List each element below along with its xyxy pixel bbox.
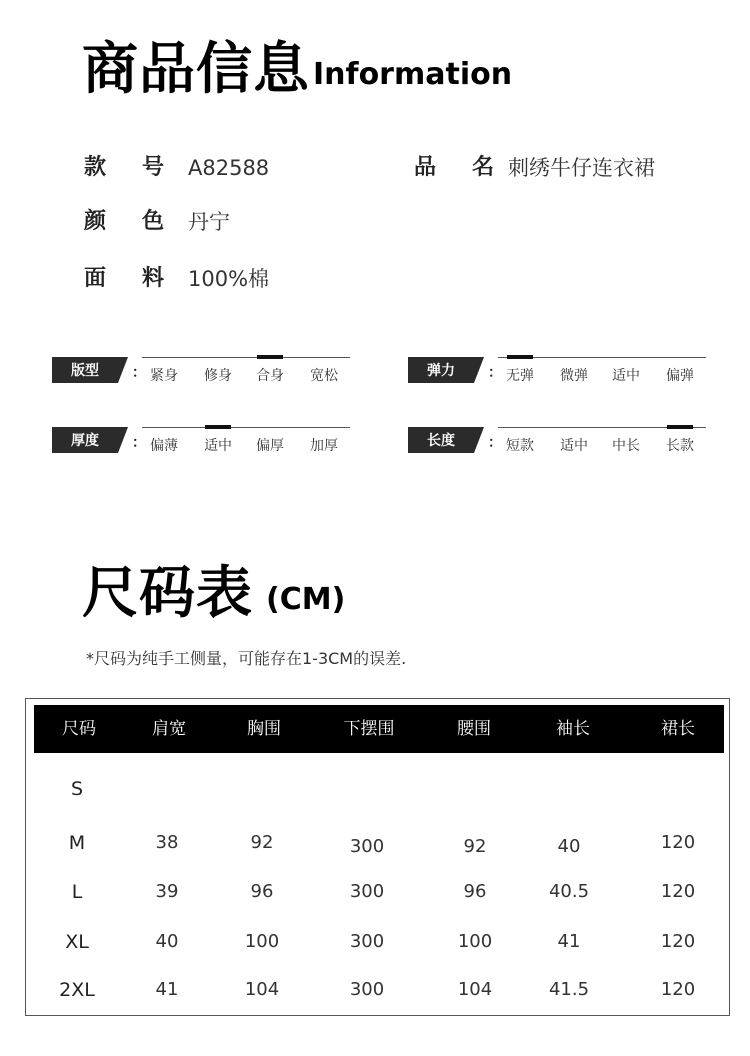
attr-length (408, 427, 708, 467)
header-cell: 肩宽 (152, 719, 186, 739)
attr-tag: 版型 (52, 357, 118, 383)
attr-tag: 厚度 (52, 427, 118, 453)
table-cell: 300 (349, 979, 385, 1000)
color-value: 丹宁 (188, 210, 230, 234)
table-cell: 41 (557, 931, 581, 952)
table-cell: M (68, 832, 86, 854)
attr-option: 偏弹 (666, 368, 694, 384)
table-cell (628, 769, 728, 809)
table-cell: 120 (660, 931, 696, 952)
info-title: 商品信息 (82, 37, 310, 102)
table-cell: S (70, 778, 84, 800)
table-cell: 39 (155, 881, 179, 902)
table-cell: 41 (155, 979, 179, 1000)
style-number-label (84, 157, 164, 179)
measurement-note: *尺码为纯手工侧量，可能存在1-3CM的误差. (86, 649, 407, 668)
header-cell: 腰围 (457, 719, 491, 739)
label-char: 品 (414, 155, 437, 180)
table-header (34, 705, 724, 753)
selected-marker (667, 425, 693, 429)
attr-option: 加厚 (310, 438, 338, 454)
header-cell: 下摆围 (343, 719, 395, 739)
table-cell: 92 (463, 836, 487, 857)
header-cell: 胸围 (247, 719, 281, 739)
selected-marker (257, 355, 283, 359)
attr-tag: 长度 (408, 427, 474, 453)
table-cell (212, 769, 312, 809)
table-row (34, 823, 724, 863)
fabric-value: 100%棉 (188, 267, 270, 291)
table-cell (519, 769, 619, 809)
table-row (34, 769, 724, 809)
table-cell: 104 (457, 979, 493, 1000)
table-cell: L (71, 881, 83, 903)
attr-option: 偏薄 (150, 438, 178, 454)
attr-tag: 弹力 (408, 357, 474, 383)
attr-option: 适中 (560, 438, 588, 454)
attr-fit (52, 357, 352, 397)
header-cell: 袖长 (556, 719, 590, 739)
attr-option: 中长 (612, 438, 640, 454)
attr-option: 适中 (612, 368, 640, 384)
table-cell: 2XL (59, 979, 95, 1001)
info-title-en: Information (313, 57, 513, 92)
label-char: 款 (84, 155, 107, 180)
table-cell: 100 (244, 931, 280, 952)
product-name-label (414, 157, 494, 179)
header-cell: 尺码 (62, 719, 96, 739)
table-cell: 300 (349, 881, 385, 902)
table-cell: 120 (660, 881, 696, 902)
label-char: 名 (471, 155, 494, 180)
attr-option: 合身 (244, 365, 296, 385)
attr-option: 紧身 (150, 368, 178, 384)
attr-option: 微弹 (560, 368, 588, 384)
table-cell: 38 (155, 832, 179, 853)
label-char: 颜 (84, 209, 107, 234)
table-cell: 40 (557, 836, 581, 857)
fabric-label (84, 268, 164, 290)
table-cell (317, 769, 417, 809)
table-cell: XL (65, 931, 89, 953)
table-cell: 92 (250, 832, 274, 853)
attr-option: 适中 (192, 435, 244, 455)
product-name-value: 刺绣牛仔连衣裙 (508, 156, 655, 180)
attr-colon: ： (488, 365, 502, 381)
table-cell: 96 (250, 881, 274, 902)
size-table (25, 698, 730, 1016)
attr-option: 短款 (506, 438, 534, 454)
table-row (34, 970, 724, 1010)
attr-thickness (52, 427, 352, 467)
attr-colon: ： (488, 435, 502, 451)
attr-colon: ： (132, 435, 146, 451)
attr-option: 无弹 (494, 365, 546, 385)
table-cell (425, 769, 525, 809)
table-cell: 96 (463, 881, 487, 902)
selected-marker (205, 425, 231, 429)
table-cell: 120 (660, 979, 696, 1000)
table-cell: 40.5 (548, 881, 590, 902)
size-title-unit: (CM) (266, 582, 346, 617)
attr-line (142, 427, 350, 428)
table-cell: 100 (457, 931, 493, 952)
table-cell: 300 (349, 836, 385, 857)
attr-option: 偏厚 (256, 438, 284, 454)
attr-option: 修身 (204, 368, 232, 384)
table-cell: 41.5 (548, 979, 590, 1000)
selected-marker (507, 355, 533, 359)
attr-line (142, 357, 350, 358)
table-cell (117, 769, 217, 809)
size-title: 尺码表 (82, 561, 253, 626)
attr-stretch (408, 357, 708, 397)
table-cell: 40 (155, 931, 179, 952)
table-row (34, 922, 724, 962)
style-number-value: A82588 (188, 156, 270, 180)
table-cell: 120 (660, 832, 696, 853)
label-char: 号 (141, 155, 164, 180)
label-char: 面 (84, 266, 107, 291)
color-label (84, 211, 164, 233)
attr-option: 宽松 (310, 368, 338, 384)
label-char: 色 (141, 209, 164, 234)
table-cell: 300 (349, 931, 385, 952)
header-cell: 裙长 (661, 719, 695, 739)
label-char: 料 (141, 266, 164, 291)
table-cell: 104 (244, 979, 280, 1000)
table-row (34, 872, 724, 912)
attr-colon: ： (132, 365, 146, 381)
attr-option: 长款 (654, 435, 706, 455)
